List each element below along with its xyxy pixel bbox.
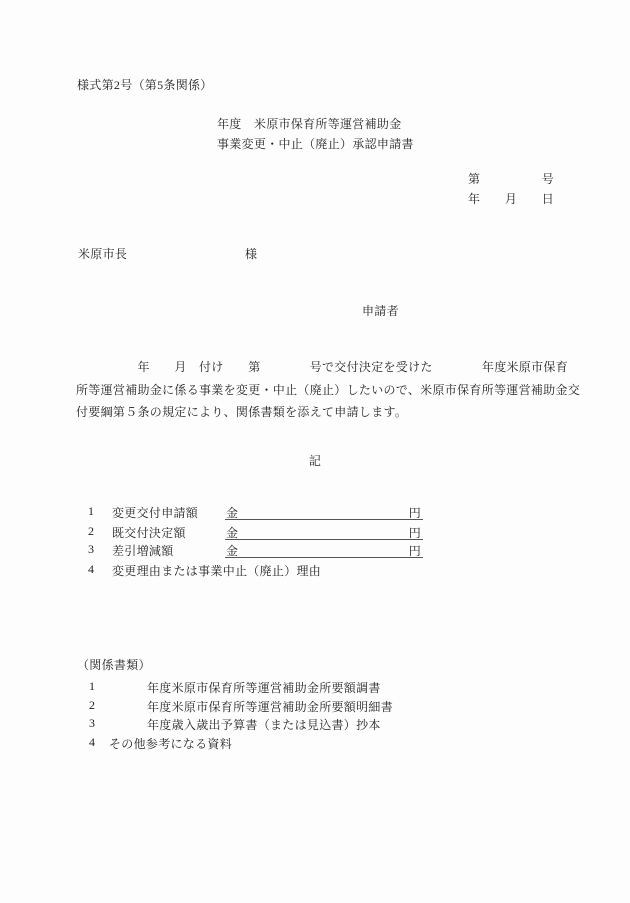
addressee-honorific: 様 <box>245 247 258 261</box>
attachment-text: 年度米原市保育所等運営補助金所要額明細書 <box>147 700 394 714</box>
currency-suffix: 円 <box>408 526 421 540</box>
body-paragraph-line1: 年 月 付け 第 号で交付決定を受けた 年度米原市保育 <box>76 360 569 374</box>
attachment-text: その他参考になる資料 <box>109 737 233 751</box>
attachment-text: 年度歳入歳出予算書（または見込書）抄本 <box>147 718 381 732</box>
amount-row-number: 4 <box>88 562 95 576</box>
currency-suffix: 円 <box>408 506 421 520</box>
document-title-line1: 年度 米原市保育所等運営補助金 <box>217 117 402 131</box>
reason-row-label: 変更理由または事業中止（廃止）理由 <box>112 564 322 578</box>
amount-row-label: 既交付決定額 <box>112 526 186 540</box>
amount-fill-in-line <box>225 540 423 558</box>
amount-row-application <box>76 504 556 524</box>
attachments-heading: （関係書類） <box>77 658 151 672</box>
addressee-name: 米原市長 <box>78 247 128 261</box>
amount-fill-in-line <box>225 522 423 540</box>
document-number-blank: 第 号 <box>468 172 555 186</box>
body-paragraph <box>76 356 586 424</box>
currency-suffix: 円 <box>408 544 421 558</box>
body-paragraph-line3: 付要綱第５条の規定により、関係書類を添えて申請します。 <box>76 405 408 420</box>
amount-fill-in-line <box>225 502 423 520</box>
attachment-number: 1 <box>89 679 96 693</box>
document-title-line2: 事業変更・中止（廃止）承認申請書 <box>217 137 414 151</box>
attachment-number: 3 <box>89 716 96 730</box>
amount-row-label: 変更交付申請額 <box>112 506 199 520</box>
amount-row-number: 2 <box>88 524 95 538</box>
applicant-label: 申請者 <box>362 304 399 318</box>
section-marker-ki: 記 <box>308 454 322 468</box>
reason-row <box>76 562 556 582</box>
attachment-number: 2 <box>89 698 96 712</box>
currency-prefix: 金 <box>226 526 239 540</box>
amount-row-difference <box>76 542 556 562</box>
form-style-label: 様式第2号（第5条関係） <box>77 78 213 92</box>
amount-row-number: 3 <box>88 542 95 556</box>
currency-prefix: 金 <box>226 506 239 520</box>
document-date-blank: 年 月 日 <box>468 192 555 206</box>
body-paragraph-line2: 所等運営補助金に係る事業を変更・中止（廃止）したいので、米原市保育所等運営補助金交 <box>76 382 581 397</box>
amount-row-number: 1 <box>88 504 95 518</box>
attachment-text: 年度米原市保育所等運営補助金所要額調書 <box>147 681 381 695</box>
amount-row-label: 差引増減額 <box>112 544 174 558</box>
currency-prefix: 金 <box>226 544 239 558</box>
attachment-number: 4 <box>89 735 96 749</box>
